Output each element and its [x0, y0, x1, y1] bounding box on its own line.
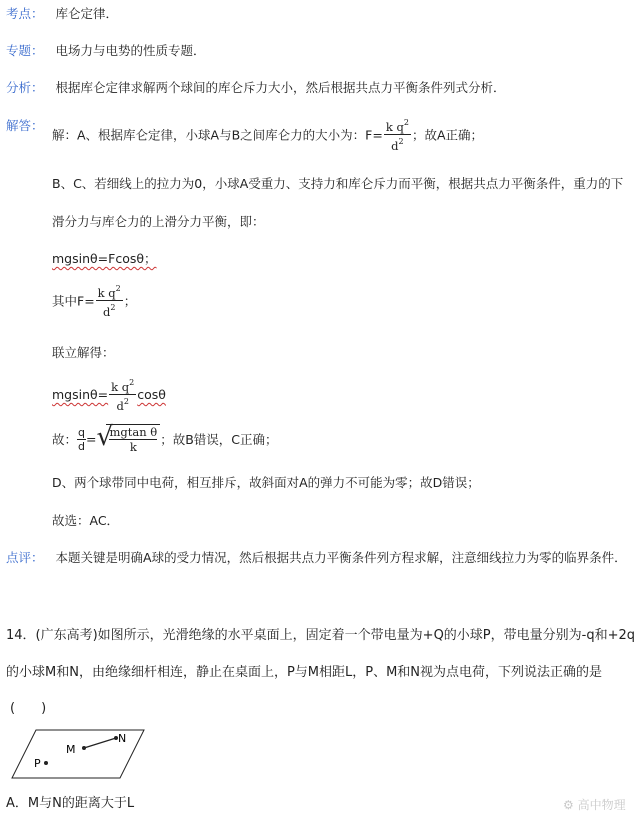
zhuanti-row	[6, 41, 206, 59]
dianping-label: 点评：	[6, 550, 44, 565]
zhuanti-label: 专题：	[6, 43, 44, 58]
kaodian-row	[6, 4, 118, 22]
fenxi-text: 根据库仑定律求解两个球间的库仑斥力大小，然后根据共点力平衡条件列式分析．	[55, 80, 506, 95]
q14-line1: 14．(广东高考)如图所示，光滑绝缘的水平桌面上，固定着一个带电量为+Q的小球P，带电量分别为-q和+2q	[6, 628, 636, 643]
label-N: N	[118, 732, 127, 745]
coulomb-fraction-2	[96, 282, 123, 319]
dianping-row	[6, 548, 627, 566]
jieda-line1	[52, 116, 483, 153]
insulating-rod	[84, 738, 116, 748]
frac2-den-exp: 2	[110, 303, 116, 312]
frac2-den: d	[102, 305, 111, 319]
q-num: q	[78, 425, 85, 439]
jieda-line5-prefix: 其中F=	[52, 293, 95, 309]
jieda-line8-prefix: 故：	[52, 432, 78, 447]
eq2-suffix: cosθ	[137, 387, 166, 402]
d-den: d	[78, 439, 85, 453]
jieda-line6: 联立解得：	[52, 345, 115, 360]
jieda-label: 解答：	[6, 118, 44, 133]
frac3-den-exp: 2	[123, 397, 129, 406]
jieda-line8: 故： $\frac{q}{d}$ = √ $\frac{\text{mgtan θ}}{k}$ ；故B错误，C正确；	[52, 422, 278, 454]
frac-den: d	[391, 139, 399, 153]
frac3-den: d	[116, 399, 124, 413]
kaodian-text: 库仑定律．	[55, 6, 119, 21]
frac3-num-exp: 2	[129, 378, 135, 387]
sqrt-num: mgtan θ	[109, 425, 158, 439]
q14-line3: ( )	[10, 701, 47, 716]
coulomb-fraction-3	[109, 376, 136, 413]
frac2-num: k q	[97, 286, 116, 300]
radical-icon: √	[96, 422, 114, 452]
fenxi-label: 分析：	[6, 80, 44, 95]
eq1: mgsinθ=Fcosθ；	[52, 251, 157, 266]
q-over-d	[77, 426, 86, 453]
q14-optionA: A．M与N的距离大于L	[6, 796, 135, 811]
sqrt-den: k	[129, 440, 137, 454]
jieda-line10: 故选：AC．	[52, 513, 120, 528]
frac3-num: k q	[111, 380, 130, 394]
frac2-num-exp: 2	[115, 284, 121, 293]
fenxi-row	[6, 78, 506, 96]
label-M: M	[66, 743, 76, 756]
coulomb-fraction	[384, 116, 411, 153]
jieda-line1-prefix: 解：A、根据库仑定律，小球A与B之间库仑力的大小为：F=	[52, 127, 383, 143]
wechat-icon: ⚙	[563, 798, 574, 812]
label-P: P	[34, 757, 41, 770]
q14-line2: 的小球M和N，由绝缘细杆相连，静止在桌面上，P与M相距L，P、M和N视为点电荷，下列说法正确的是	[6, 665, 603, 680]
jieda-line7	[52, 376, 166, 413]
ball-M	[82, 746, 86, 750]
watermark	[563, 796, 626, 813]
kaodian-label: 考点：	[6, 6, 44, 21]
jieda-line9: D、两个球带同中电荷，相互排斥，故斜面对A的弹力不可能为零；故D错误；	[52, 475, 480, 490]
tabletop-figure	[8, 726, 148, 782]
jieda-line5	[52, 282, 136, 319]
frac-num: k q	[385, 120, 404, 134]
dianping-text: 本题关键是明确A球的受力情况，然后根据共点力平衡条件列方程求解，注意细线拉力为零的临界条件．	[55, 550, 627, 565]
zhuanti-text: 电场力与电势的性质专题．	[55, 43, 206, 58]
jieda-line1-suffix: ；故A正确；	[411, 127, 483, 143]
watermark-text: 高中物理	[577, 798, 626, 812]
ball-P	[44, 761, 48, 765]
frac-den-exp: 2	[398, 137, 404, 146]
sqrt-expression	[96, 424, 160, 454]
jieda-line2: B、C、若细线上的拉力为0，小球A受重力、支持力和库仑斥力而平衡，根据共点力平衡条件，重力的下	[52, 176, 624, 191]
frac-num-exp: 2	[403, 118, 409, 127]
jieda-line3: 滑分力与库仑力的上滑分力平衡，即：	[52, 214, 265, 229]
jieda-line8-suffix: ；故B错误，C正确；	[160, 432, 278, 447]
eq2-prefix: mgsinθ=	[52, 387, 109, 402]
jieda-line5-suffix: ；	[123, 293, 137, 309]
